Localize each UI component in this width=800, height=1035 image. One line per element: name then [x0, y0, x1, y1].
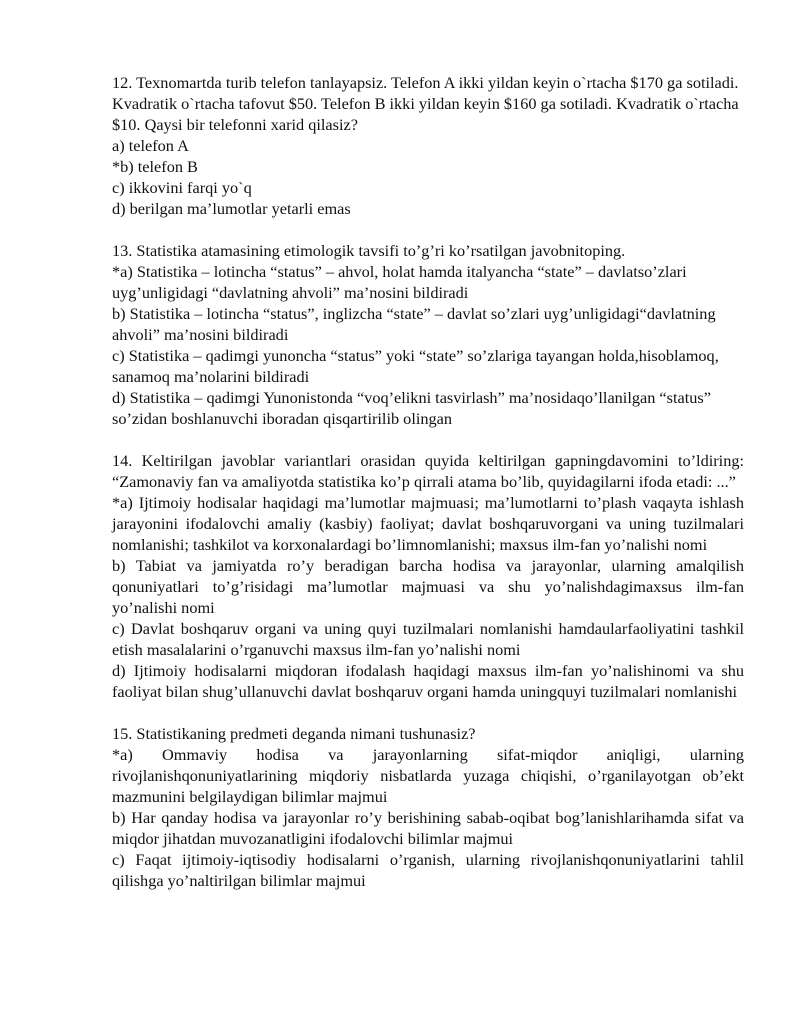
answer-option-d: d) Statistika – qadimgi Yunonistonda “voq’elikni tasvirlash” ma’nosidaqo’llanilgan “status” so’zidan boshlanuvchi iboradan qisqartirilib olingan	[112, 388, 711, 428]
question-12	[112, 72, 744, 219]
answer-option-a: *a) Ommaviy hodisa va jarayonlarning sifat-miqdor aniqligi, ularning rivojlanishqonuniyatlarining miqdoriy nisbatlarda yuzaga chiqishi, o’rganilayotgan ob’ekt mazmunini belgilaydigan bilimlar majmui	[112, 745, 744, 806]
answer-option-b: b) Tabiat va jamiyatda ro’y beradigan barcha hodisa va jarayonlar, ularning amalqilish qonuniyatlari to’g’risidagi ma’lumotlar majmuasi va shu yo’nalishdagimaxsus ilm-fan yo’nalishi nomi	[112, 556, 744, 617]
answer-option-b: b) Har qanday hodisa va jarayonlar ro’y berishining sabab-oqibat bog’lanishlarihamda sifat va miqdor jihatdan muvozanatligini ifodalovchi bilimlar majmui	[112, 808, 744, 848]
question-14	[112, 450, 744, 702]
question-text: 13. Statistika atamasining etimologik tavsifi to’g’ri ko’rsatilgan javobnitoping.	[112, 241, 626, 260]
answer-option-b: *b) telefon B	[112, 157, 198, 176]
answer-option-c: c) Faqat ijtimoiy-iqtisodiy hodisalarni o’rganish, ularning rivojlanishqonuniyatlarini tahlil qilishga yo’naltirilgan bilimlar majmui	[112, 850, 744, 890]
question-15	[112, 723, 744, 891]
answer-option-c: c) Statistika – qadimgi yunoncha “status” yoki “state” so’zlariga tayangan holda,hisoblamoq, sanamoq ma’nolarini bildiradi	[112, 346, 719, 386]
answer-option-c: c) ikkovini farqi yo`q	[112, 178, 252, 197]
question-text: 15. Statistikaning predmeti deganda nimani tushunasiz?	[112, 724, 476, 743]
question-text: 14. Keltirilgan javoblar variantlari orasidan quyida keltirilgan gapningdavomini to’ldiring: “Zamonaviy fan va amaliyotda statistika ko’p qirrali atama bo’lib, quyidagilarni ifoda etadi: ...”	[112, 451, 744, 491]
answer-option-d: d) Ijtimoiy hodisalarni miqdoran ifodalash haqidagi maxsus ilm-fan yo’nalishinomi va shu faoliyat bilan shug’ullanuvchi davlat boshqaruv organi hamda uningquyi tuzilmalari nomlanishi	[112, 661, 744, 701]
answer-option-d: d) berilgan ma’lumotlar yetarli emas	[112, 199, 351, 218]
document-page	[112, 72, 744, 912]
answer-option-c: c) Davlat boshqaruv organi va uning quyi tuzilmalari nomlanishi hamdaularfaoliyatini tashkil etish masalalarini o’rganuvchi maxsus ilm-fan yo’nalishi nomi	[112, 619, 744, 659]
answer-option-b: b) Statistika – lotincha “status”, inglizcha “state” – davlat so’zlari uyg’unligidagi“davlatning ahvoli” ma’nosini bildiradi	[112, 304, 716, 344]
answer-option-a: *a) Ijtimoiy hodisalar haqidagi ma’lumotlar majmuasi; ma’lumotlarni to’plash vaqayta ishlash jarayonini ifodalovchi amaliy (kasbiy) faoliyat; davlat boshqaruvorgani va uning tuzilmalari nomlanishi; tashkilot va korxonalardagi bo’limnomlanishi; maxsus ilm-fan yo’nalishi nomi	[112, 493, 744, 554]
answer-option-a: a) telefon A	[112, 136, 189, 155]
question-13	[112, 240, 744, 429]
question-text: 12. Texnomartda turib telefon tanlayapsiz. Telefon A ikki yildan keyin o`rtacha $170 ga sotiladi. Kvadratik o`rtacha tafovut $50. Telefon B ikki yildan keyin $160 ga sotiladi. Kvadratik o`rtacha $10. Qaysi bir telefonni xarid qilasiz?	[112, 73, 739, 134]
answer-option-a: *a) Statistika – lotincha “status” – ahvol, holat hamda italyancha “state” – davlatso’zlari uyg’unligidagi “davlatning ahvoli” ma’nosini bildiradi	[112, 262, 687, 302]
